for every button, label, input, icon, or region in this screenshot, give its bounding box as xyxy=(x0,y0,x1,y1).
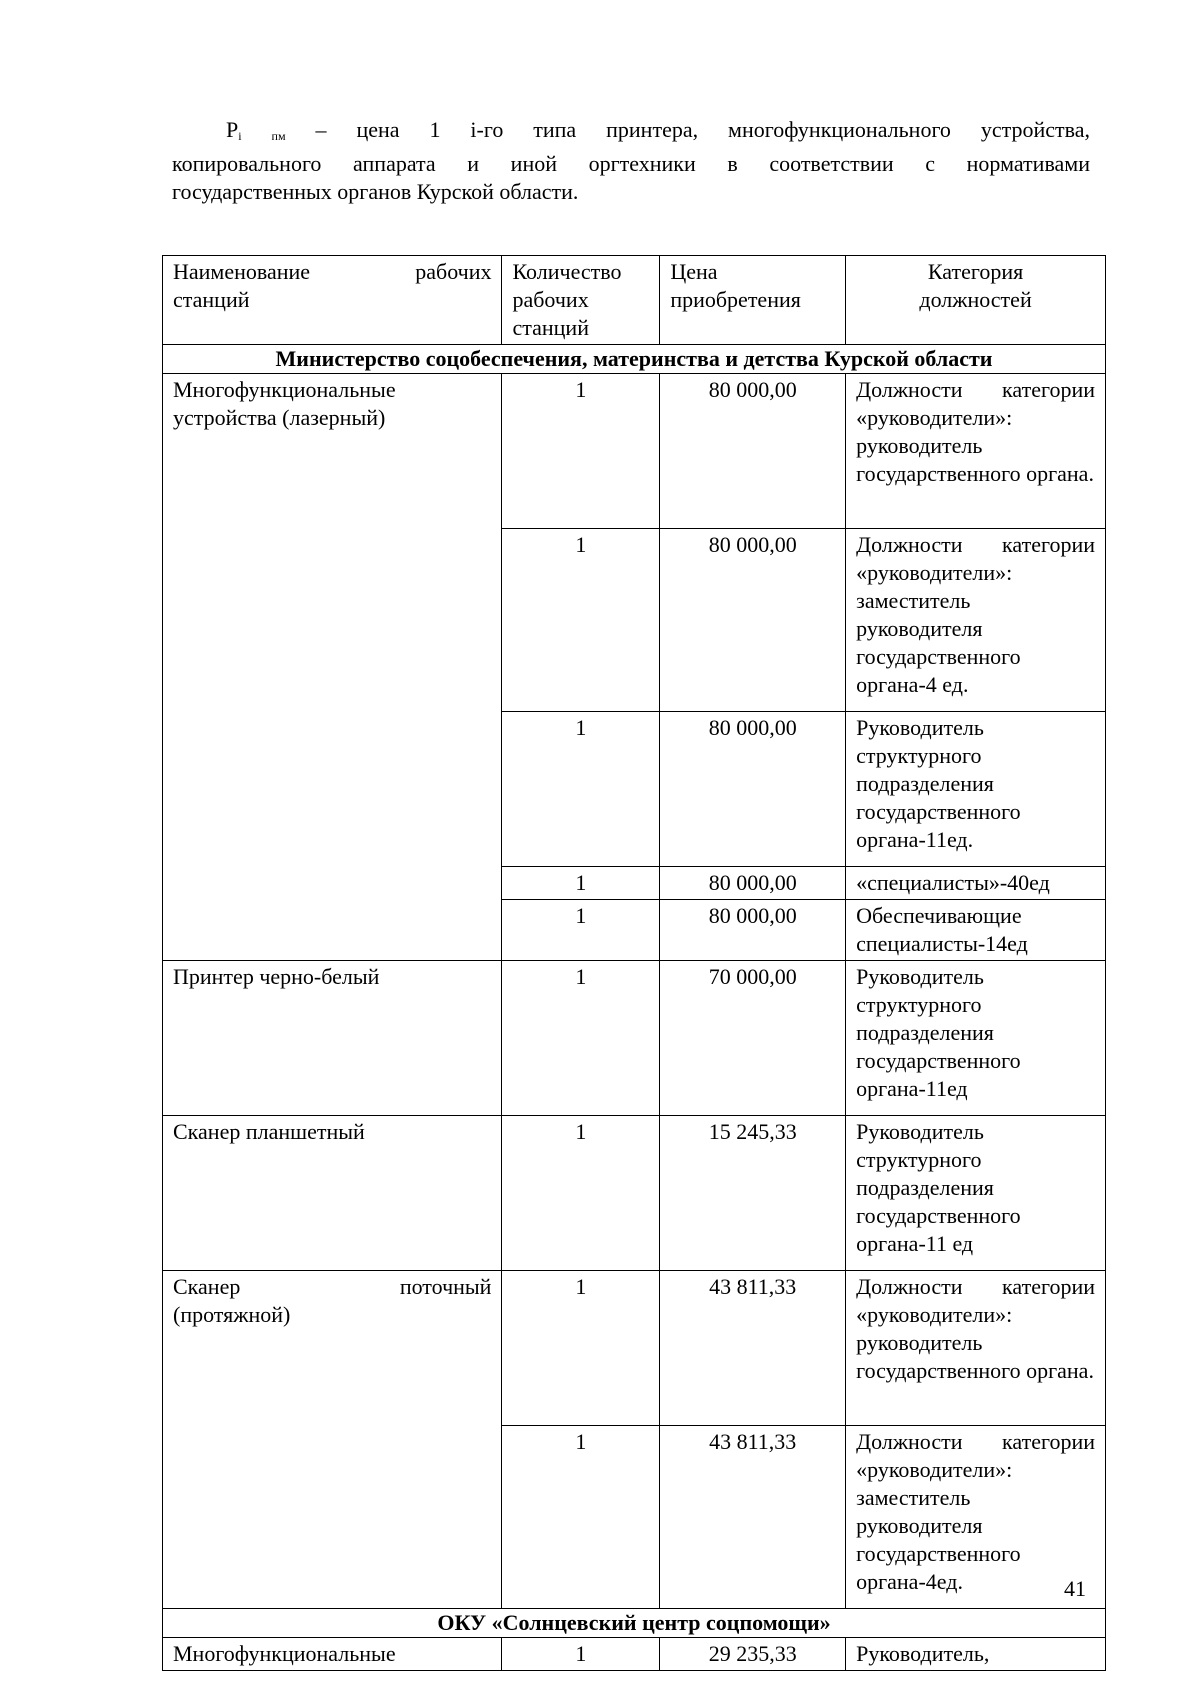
row-qty: 1 xyxy=(502,1271,660,1426)
row-category: Должности категории «руководители»: заместитель руководителя государственного органа-4ед. xyxy=(846,1426,1106,1609)
row-price: 43 811,33 xyxy=(660,1271,846,1426)
table-row xyxy=(163,1116,1106,1271)
row-qty: 1 xyxy=(502,961,660,1116)
row-qty: 1 xyxy=(502,867,660,900)
row-category: Должности категории «руководители»: руководитель государственного органа. xyxy=(846,374,1106,529)
table-header-row xyxy=(163,256,1106,345)
row-category: Должности категории «руководители»: заместитель руководителя государственного органа-4 ед. xyxy=(846,529,1106,712)
row-qty: 1 xyxy=(502,529,660,712)
row-name-mfu: Многофункциональные устройства (лазерный) xyxy=(163,374,502,961)
row-category: «специалисты»-40ед xyxy=(846,867,1106,900)
section-row-ministry xyxy=(163,345,1106,374)
section-title-ministry: Министерство соцобеспечения, материнства и детства Курской области xyxy=(163,345,1106,374)
intro-line-1-text: – цена 1 i-го типа принтера, многофункционального устройства, xyxy=(315,117,1091,142)
row-name-part-3: (протяжной) xyxy=(173,1302,291,1327)
table-row xyxy=(163,961,1106,1116)
row-name-part-2: поточный xyxy=(399,1274,492,1299)
row-qty: 1 xyxy=(502,1426,660,1609)
row-category: Обеспечивающие специалисты-14ед xyxy=(846,900,1106,961)
symbol-p: P xyxy=(226,117,239,142)
row-price: 70 000,00 xyxy=(660,961,846,1116)
row-category: Руководитель структурного подразделения государственного органа-11ед xyxy=(846,961,1106,1116)
header-name-part-3: станций xyxy=(173,287,250,312)
equipment-table xyxy=(162,255,1106,1671)
subscript-pm: пм xyxy=(271,129,286,143)
row-category: Руководитель структурного подразделения государственного органа-11 ед xyxy=(846,1116,1106,1271)
row-name-part-1: Сканер xyxy=(173,1274,241,1299)
section-title-center: ОКУ «Солнцевский центр соцпомощи» xyxy=(163,1609,1106,1638)
row-category: Руководитель структурного подразделения государственного органа-11ед. xyxy=(846,712,1106,867)
intro-paragraph xyxy=(172,116,1090,206)
row-price: 29 235,33 xyxy=(660,1638,846,1671)
row-name-printer: Принтер черно-белый xyxy=(163,961,502,1116)
table-row xyxy=(163,1271,1106,1426)
header-category-text: Категория должностей xyxy=(919,259,1032,312)
header-name-part-1: Наименование xyxy=(173,259,311,284)
intro-line-2: копировального аппарата и иной оргтехники в соответствии с нормативами xyxy=(172,151,1090,176)
row-category: Руководитель, xyxy=(846,1638,1106,1671)
table-row xyxy=(163,1638,1106,1671)
header-price: Цена приобретения xyxy=(660,256,846,345)
header-category xyxy=(846,256,1106,345)
row-price: 80 000,00 xyxy=(660,374,846,529)
row-qty: 1 xyxy=(502,1116,660,1271)
row-qty: 1 xyxy=(502,374,660,529)
header-quantity: Количество рабочих станций xyxy=(502,256,660,345)
subscript-i: i xyxy=(238,129,242,143)
row-price: 80 000,00 xyxy=(660,529,846,712)
row-price: 80 000,00 xyxy=(660,867,846,900)
page-number: 41 xyxy=(1064,1576,1086,1601)
table-row xyxy=(163,374,1106,529)
row-name-flatbed-scanner: Сканер планшетный xyxy=(163,1116,502,1271)
intro-line-1 xyxy=(172,116,1090,150)
row-category: Должности категории «руководители»: руководитель государственного органа. xyxy=(846,1271,1106,1426)
row-qty: 1 xyxy=(502,1638,660,1671)
header-name xyxy=(163,256,502,345)
row-name-sheetfed-scanner xyxy=(163,1271,502,1609)
header-name-part-2: рабочих xyxy=(415,259,492,284)
section-row-center xyxy=(163,1609,1106,1638)
row-price: 80 000,00 xyxy=(660,900,846,961)
row-name-mfu-center: Многофункциональные xyxy=(163,1638,502,1671)
row-qty: 1 xyxy=(502,900,660,961)
intro-line-3: государственных органов Курской области. xyxy=(172,179,579,204)
row-price: 15 245,33 xyxy=(660,1116,846,1271)
row-qty: 1 xyxy=(502,712,660,867)
row-price: 80 000,00 xyxy=(660,712,846,867)
row-price: 43 811,33 xyxy=(660,1426,846,1609)
